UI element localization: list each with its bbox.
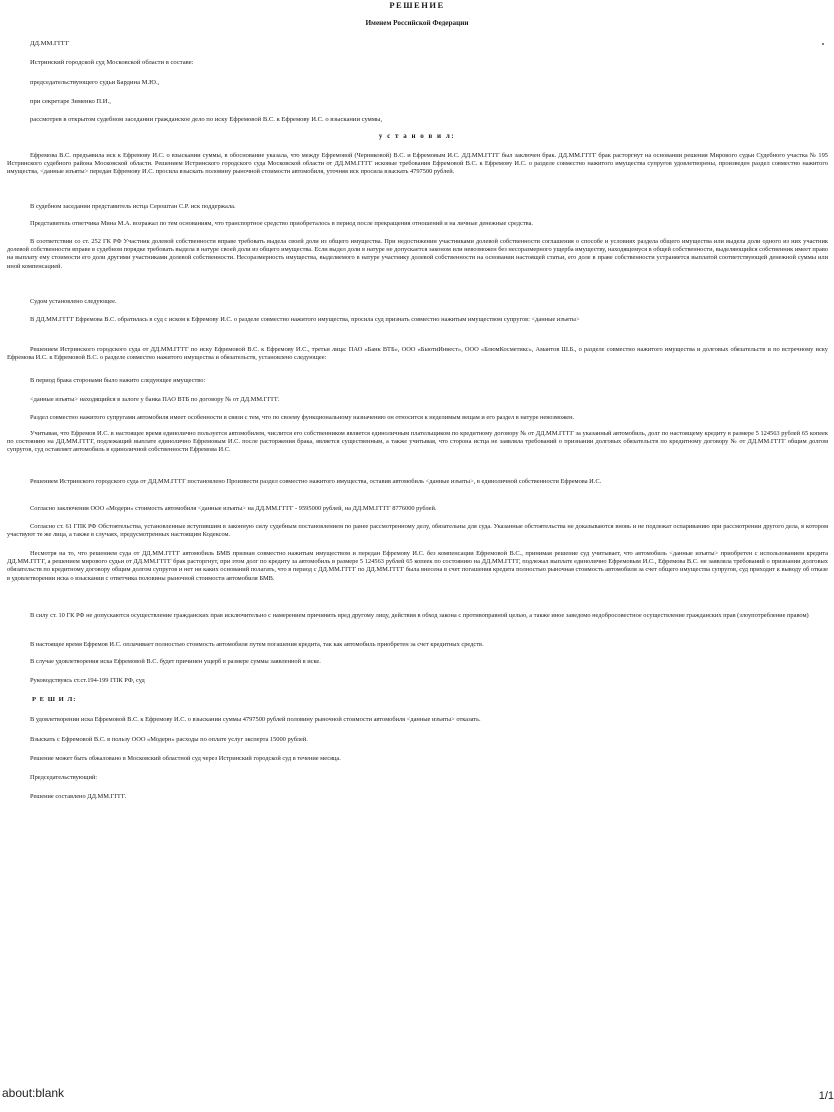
paragraph: Согласно заключения ООО «Модерн» стоимость автомобиля <данные изъяты> на ДД.ММ.ГГГГ - 9595000 рублей, на ДД.ММ.ГГГГ 8776000 рублей. (30, 505, 437, 512)
decision-paragraph: Решение может быть обжаловано в Московский областной суд через Истринский городской суд в течение месяца. (30, 755, 341, 762)
paragraph: Представитель ответчика Мина М.А. возражал по тем основаниям, что транспортное средство приобреталось в период после прекращения отношений и на личные денежные средства. (30, 220, 534, 227)
paragraph: В ДД.ММ.ГГГГ Ефремова В.С. обратилась в суд с иском к Ефремову И.С. о разделе совместно нажитого имущества, просила суд признать совместно нажитым имуществом супругов: <данные изъяты> (30, 316, 580, 323)
decided-heading: Р Е Ш И Л: (32, 696, 77, 703)
paragraph: В случае удовлетворения иска Ефремовой В.С. будет причинен ущерб в размере суммы заявленной в иске. (30, 658, 321, 665)
date-line: ДД.ММ.ГГГГ (30, 40, 70, 47)
paragraph: Ефремова В.С. предъявила иск к Ефремову И.С. о взыскании суммы, в обоснование указала, что между Ефремовой (Черниковой) В.С. и Ефремовым И.С. ДД.ММ.ГГГГ был заключен брак. ДД.ММ.ГГГГ брак расторгнут на основании решения Мирового судьи Судебного участка № 195 Истринского судебного района Московской области. Решением Истринского городского суда Московской области от ДД.ММ.ГГГГ исковые требования Ефремовой В.С. к Ефремову И.С. о разделе совместно нажитого имущества супругов удовлетворены, произведен раздел совместно нажитого имущества, <данные изъяты> передан Ефремову И.С. просила взыскать половину рыночной стоимости автомобиля, уточняя иск просила взыскать 4797500 рублей. (7, 152, 828, 176)
decision-paragraph: Председательствующий: (30, 774, 98, 781)
document-title: РЕШЕНИЕ (389, 0, 445, 10)
paragraph: Несмотря на то, что решением суда от ДД.ММ.ГГГГ автомобиль БМВ признан совместно нажитым имуществом и передан Ефремову И.С. без компенсации Ефремовой В.С., принимая решение суд учитывает, что автомобиль <данные изъяты> приобретен с использованием кредита ДД.ММ.ГГГГ, а решением мирового судьи от ДД.ММ.ГГГГ брак расторгнут, при этом долг по кредиту за автомобиль в размере 5 124563 рублей 65 копеек по состоянию на ДД.ММ.ГГГГ, подлежал выплате единолично Ефремовым И.С., Ефремова В.С. не заявляла требований о признании долговых обязательств по кредитному договору общим долгом супругов и нет ни каких оснований полагать, что в период с ДД.ММ.ГГГГ по ДД.ММ.ГГГГ была внесена в счет погашения кредита полностью рыночная стоимость автомобиля за счет общего имущества супругов, суд приходит к выводу об отказе в удовлетворении иска о взыскании с ответчика половины рыночной стоимости автомобиля БМВ. (7, 550, 828, 582)
footer-url: about:blank (2, 1086, 65, 1100)
paragraph: В настоящее время Ефремов И.С. оплачивает полностью стоимость автомобиля путем погашения кредита, так как автомобиль приобретен за счет кредитных средств. (30, 641, 484, 648)
court-line: Истринский городской суд Московской области в составе: (30, 59, 194, 66)
paragraph: В судебном заседании представитель истца Сероштан С.Р. иск поддержала. (30, 203, 236, 210)
decision-paragraph: Решение составлено ДД.ММ.ГГГГ. (30, 793, 127, 800)
paragraph: Учитывая, что Ефремов И.С. в настоящее время единолично пользуется автомобилем, числится его собственником является единоличным плательщиком по кредитному договору № от ДД.ММ.ГГГГ за указанный автомобиль, долг по настоящему кредиту в размере 5 124563 рублей 65 копеек по состоянию на ДД.ММ.ГГГГ, подлежащий выплате единолично Ефремовым И.С. после расторжения брака, является существенным, а также учитывая, что сторона истца не заявляла требований о признании долговых обязательств по кредитному договору № от ДД.ММ.ГГГГ общим долгом супругов, суд оставляет автомобиль в единоличной собственности Ефремова И.С. (7, 430, 828, 454)
paragraph: Согласно ст. 61 ГПК РФ Обстоятельства, установленные вступившим в законную силу судебным постановлением по ранее рассмотренному делу, обязательны для суда. Указанные обстоятельства не доказываются вновь и не подлежат оспариванию при рассмотрении другого дела, в котором участвуют те же лица, а также в случаях, предусмотренных настоящим Кодексом. (7, 523, 828, 539)
paragraph: Судом установлено следующее. (30, 298, 117, 305)
established-heading: у с т а н о в и л: (378, 132, 456, 140)
footer-page-indicator: 1/1 (818, 1090, 834, 1102)
judge-line: председательствующего судьи Бардина М.Ю., (30, 79, 160, 86)
paragraph: Решением Истринского городского суда от ДД.ММ.ГГГГ постановлено Произвести раздел совместно нажитого имущества, оставив автомобиль <данные изъяты>, в единоличной собственности Ефремова И.С. (30, 478, 602, 485)
paragraph: Раздел совместно нажитого супругами автомобиля имеет особенности в связи с тем, что по своему функциональному назначению он относится к неделимым вещам и его раздел в натуре невозможен. (30, 414, 575, 421)
paragraph: В силу ст. 10 ГК РФ не допускаются осуществление гражданских прав исключительно с намерением причинить вред другому лицу, действия в обход закона с противоправной целью, а также иное заведомо недобросовестное осуществление гражданских прав (злоупотребление правом) (30, 612, 809, 619)
paragraph: В период брака сторонами было нажито следующее имущество: (30, 377, 206, 384)
secretary-line: при секретаре Зименко П.И., (30, 98, 111, 105)
paragraph: <данные изъяты> находящийся в залоге у банка ПАО ВТБ по договору № от ДД.ММ.ГГГГ. (30, 396, 280, 403)
case-line: рассмотрев в открытом судебном заседании гражданское дело по иску Ефремовой В.С. к Ефремову И.С. о взыскании суммы, (30, 116, 383, 123)
scan-speck (822, 43, 824, 45)
paragraph: В соответствии со ст. 252 ГК РФ Участник долевой собственности вправе требовать выдела своей доли из общего имущества. При недостижении участниками долевой собственности соглашения о способе и условиях раздела общего имущества или выдела доли одного из них участник долевой собственности вправе в судебном порядке требовать выдела в натуре своей доли из общего имущества. Если выдел доли в натуре не допускается законом или невозможен без несоразмерного ущерба имуществу, находящемуся в общей собственности, выделяющийся собственник имеет право на выплату ему стоимости его доли другими участниками долевой собственности. Несоразмерность имущества, выделяемого в натуре участнику долевой собственности на основании настоящей статьи, его доле в праве собственности устраняется выплатой соответствующей денежной суммы или иной компенсацией. (7, 238, 828, 270)
paragraph: Решением Истринского городского суда от ДД.ММ.ГГГГ по иску Ефремовой В.С. к Ефремову И.С., третьи лица: ПАО «Банк ВТБ», ООО «БьютиИнвест», ООО «БлюмКосметикс», Амантов Ш.Б., о разделе совместно нажитого имущества и долговых обязательств и по встречному иску Ефремова И.С. к Ефремовой В.С. о разделе совместно нажитого имущества и обязательств, установлено следующее: (7, 346, 828, 362)
document-subtitle: Именем Российской Федерации (365, 19, 469, 27)
decision-paragraph: Взыскать с Ефремовой В.С. в пользу ООО «Модерн» расходы по оплате услуг эксперта 15000 рублей. (30, 736, 308, 743)
decision-paragraph: В удовлетворении иска Ефремовой В.С. к Ефремову И.С. о взыскании суммы 4797500 рублей половину рыночной стоимости автомобиля <данные изъяты> отказать. (30, 716, 481, 723)
paragraph: Руководствуясь ст.ст.194-199 ГПК РФ, суд (30, 677, 145, 684)
